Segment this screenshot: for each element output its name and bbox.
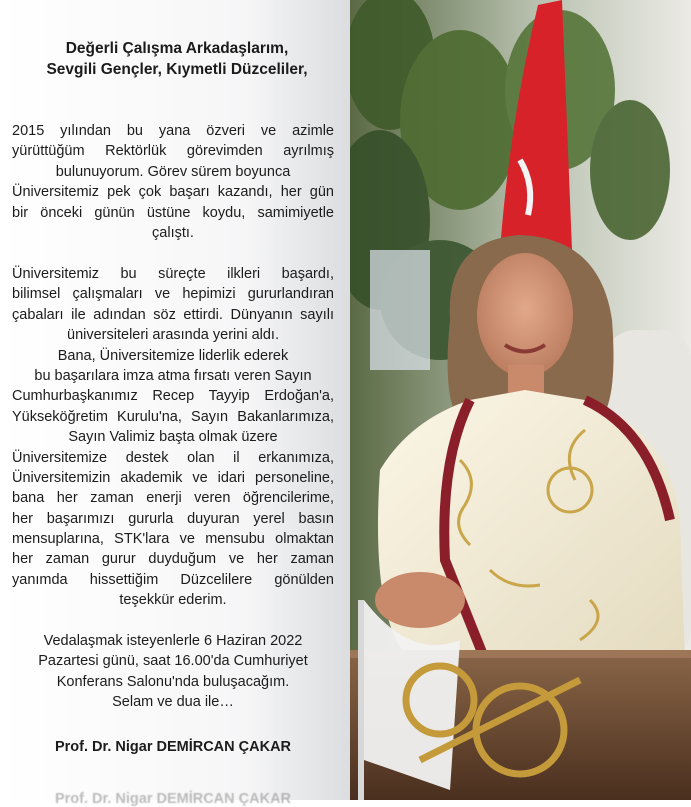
paragraph-line: bana her zaman enerji veren öğrencilerime, [12,490,334,507]
paragraph-line: çabaları ile adından söz ettirdi. Dünyanın sayılı [12,306,334,323]
paragraph-line: Üniversitemiz bu süreçte ilkleri başardı, [12,266,334,282]
salutation-line: Sevgili Gençler, Kıymetli Düzceliler, [46,61,308,78]
paragraph-line: Pazartesi günü, saat 16.00'da Cumhuriyet [38,653,308,670]
paragraph-line: üniversiteleri arasında yerini aldı. [67,327,279,344]
paragraph-line: yanımda hissettiğim Düzcelilere gönülden [12,571,334,588]
paragraph-line: Vedalaşmak isteyenlerle 6 Haziran 2022 [43,633,303,649]
paragraph-line: Selam ve dua ile… [112,694,234,711]
paragraph-line: bilimsel çalışmaları ve hepimizi gururlandıran [12,286,334,303]
paragraph-line: Üniversitemize destek olan il erkanımıza, [12,449,334,466]
paragraph-line: yürüttüğüm Rektörlük görevimden ayrılmış [12,143,334,160]
paragraph-invitation [12,631,334,713]
paragraph-line: Üniversitemizin akademik ve idari personeline, [12,469,334,486]
signature-mirror: Prof. Dr. Nigar DEMİRCAN ÇAKAR [54,791,292,807]
paragraph-line: 2015 yılından bu yana özveri ve azimle [12,123,334,139]
paragraph-line: teşekkür ederim. [119,592,227,609]
paragraph-line: bir önceki günün üstüne koydu, samimiyetle [12,204,334,221]
paragraph-thanks [12,264,334,611]
paragraph-line: Cumhurbaşkanımız Recep Tayyip Erdoğan'a, [12,388,334,405]
paragraph-line: mensuplarına, STK'lara ve mensubu olmaktan [12,531,334,548]
paragraph-line: her başarımızı gururla duyuran yerel basın [12,510,334,527]
signature: Prof. Dr. Nigar DEMİRCAN ÇAKAR [54,739,292,755]
paragraph-line: her zaman gurur duyduğum ve her zaman [12,551,334,568]
paragraph-line: Bana, Üniversitemize liderlik ederek [57,347,289,364]
paragraph-line: bu başarılara imza atma fırsatı veren Sayın [34,367,312,384]
paragraph-line: Üniversitemiz pek çok başarı kazandı, her gün [12,184,334,201]
salutation-line: Değerli Çalışma Arkadaşlarım, [65,40,289,57]
paragraph-farewell [12,121,334,243]
paragraph-line: Konferans Salonu'nda buluşacağım. [56,673,290,690]
portrait-photo-icon [350,0,691,800]
paragraph-line: bulunuyorum. Görev sürem boyunca [55,163,291,180]
salutation [12,38,342,80]
paragraph-line: Yükseköğretim Kurulu'na, Sayın Bakanlarımıza, [12,408,334,425]
paragraph-line: çalıştı. [152,224,194,241]
face [477,253,573,377]
portrait-photo [350,0,691,800]
paragraph-line: Sayın Valimiz başta olmak üzere [68,429,278,446]
